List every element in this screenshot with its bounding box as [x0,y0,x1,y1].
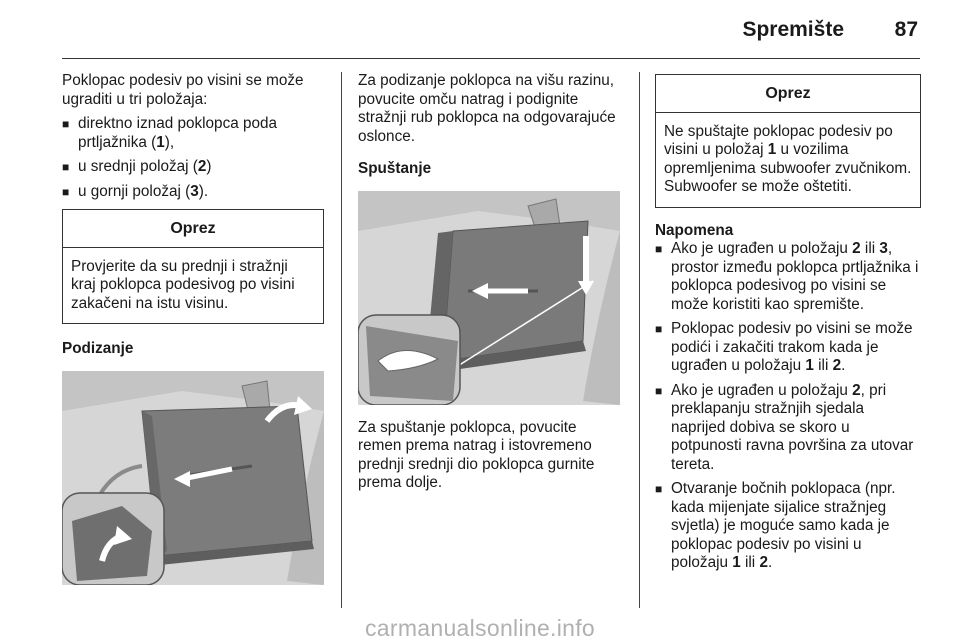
positions-list [62,115,324,201]
lower-text: Za spuštanje poklopca, povucite remen prema natrag i istovremeno prednji srednji dio poklopca gurnite prema dolje. [358,418,595,491]
caution-body: Ne spuštajte poklopac podesiv po visini u položaj 1 u vozilima opremljenima subwoofer zvučnikom. Subwoofer se može oštetiti. [664,122,912,195]
list-item: ■ Ako je ugrađen u položaju 2 ili 3, prostor između poklopca prtljažnika i poklopca podesivog po visini se može koristiti kao spremište. [655,240,921,314]
watermark: carmanualsonline.info [364,615,596,641]
column-3 [655,72,921,579]
list-item: ■ Poklopac podesiv po visini se može podići i zakačiti trakom kada je ugrađen u položaju 1 ili 2. [655,320,921,376]
raise-heading: Podizanje [62,340,134,357]
column-divider-1 [341,72,342,608]
caution-box [655,74,921,208]
caution-title: Oprez [656,75,920,113]
raise-illustration [62,371,324,585]
caution-body: Provjerite da su prednji i stražnji kraj poklopca podesivog po visini zakačeni na istu visinu. [71,257,295,312]
list-item: ■ u gornji položaj (3). [62,183,324,202]
lower-illustration [358,191,620,405]
list-item: ■ direktno iznad poklopca poda prtljažnika (1), [62,115,324,152]
raise-text: Za podizanje poklopca na višu razinu, povucite omču natrag i podignite stražnji rub poklopca na odgovarajuće oslonce. [358,72,616,145]
page-number: 87 [894,18,918,41]
column-2 [358,72,624,493]
note-heading: Napomena [655,221,734,239]
column-1 [62,72,324,585]
column-divider-2 [639,72,640,608]
list-item: ■ u srednji položaj (2) [62,158,324,177]
page-title: Spremište [742,18,844,41]
list-item: ■ Otvaranje bočnih poklopaca (npr. kada mijenjate sijalice stražnjeg svjetla) je moguće samo kada je poklopac podesiv po visini u položaju 1 ili 2. [655,480,921,573]
page-header [62,0,920,59]
notes-list [655,240,921,573]
list-item: ■ Ako je ugrađen u položaju 2, pri preklapanju stražnjih sjedala naprijed dobiva se skoro u potpunosti ravna površina za utovar tereta. [655,382,921,475]
lower-heading: Spuštanje [358,160,432,177]
intro-text: Poklopac podesiv po visini se može ugraditi u tri položaja: [62,72,304,108]
caution-box [62,209,324,324]
caution-title: Oprez [63,210,323,248]
